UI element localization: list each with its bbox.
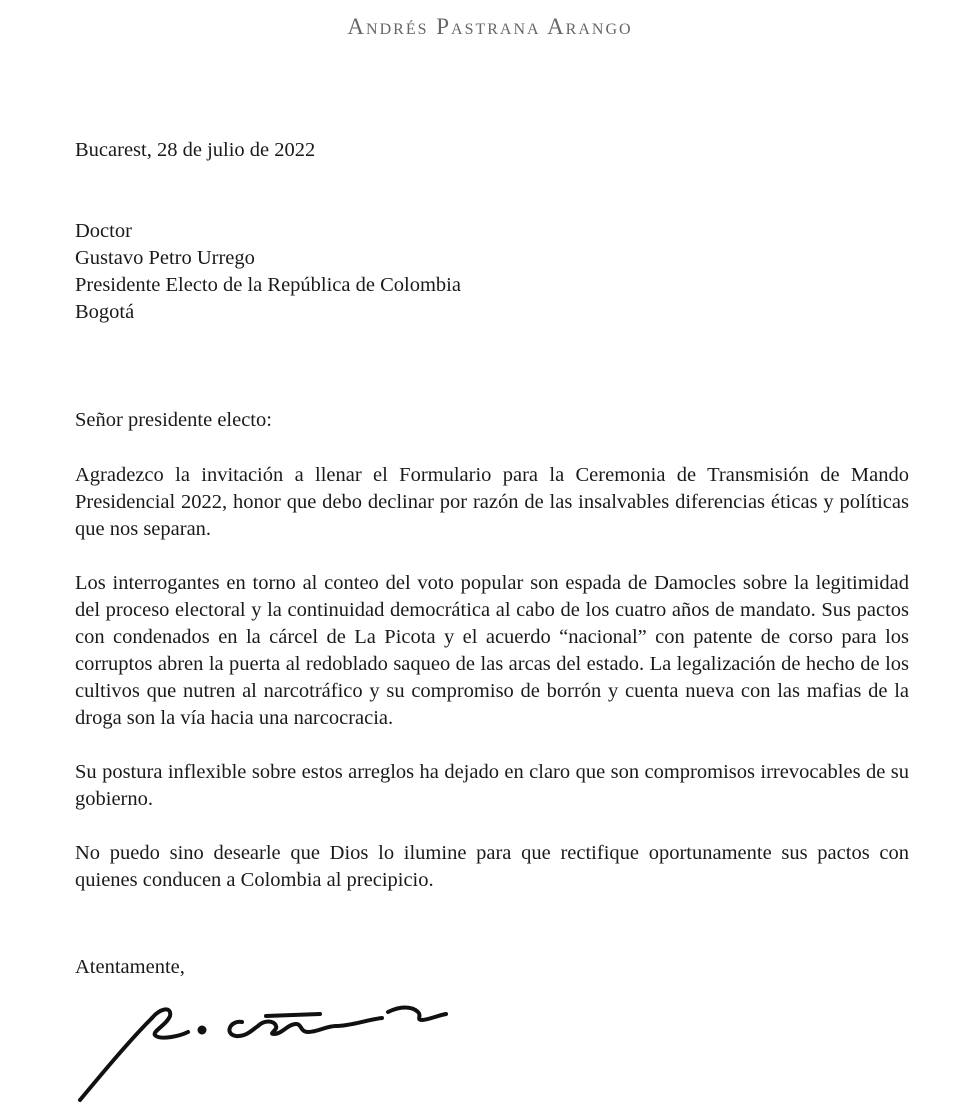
recipient-city: Bogotá [75,301,135,323]
body-paragraph: Los interrogantes en torno al conteo del voto popular son espada de Damocles sobre la legitimidad del proceso electoral y la continuidad democrática al cabo de los cuatro años de mandato. Sus pactos con condenados en la cárcel de La Picota y el acuerdo “nacional” con patente de corso para los corruptos abren la puerta al redoblado saqueo de las arcas del estado. La legalización de hecho de los cultivos que nutren al narcotráfico y su compromiso de borrón y cuenta nueva con las mafias de la droga son la vía hacia una narcocracia. [75,572,909,729]
letter-body [75,462,909,921]
letterhead-name: Andrés Pastrana Arango [347,14,633,39]
closing: Atentamente, [75,956,185,978]
date-line: Bucarest, 28 de julio de 2022 [75,139,316,161]
recipient-block [75,218,909,326]
handwritten-signature-icon [70,990,470,1110]
body-paragraph: Agradezco la invitación a llenar el Formulario para la Ceremonia de Transmisión de Mando Presidencial 2022, honor que debo declinar por razón de las insalvables diferencias éticas y políticas que nos separan. [75,464,909,540]
salutation: Señor presidente electo: [75,409,272,431]
recipient-title: Doctor [75,220,132,242]
body-paragraph: No puedo sino desearle que Dios lo ilumine para que rectifique oportunamente sus pactos con quienes conducen a Colombia al precipicio. [75,842,909,891]
recipient-name: Gustavo Petro Urrego [75,247,255,269]
body-paragraph: Su postura inflexible sobre estos arreglos ha dejado en claro que son compromisos irrevocables de su gobierno. [75,761,909,810]
recipient-position: Presidente Electo de la República de Colombia [75,274,461,296]
